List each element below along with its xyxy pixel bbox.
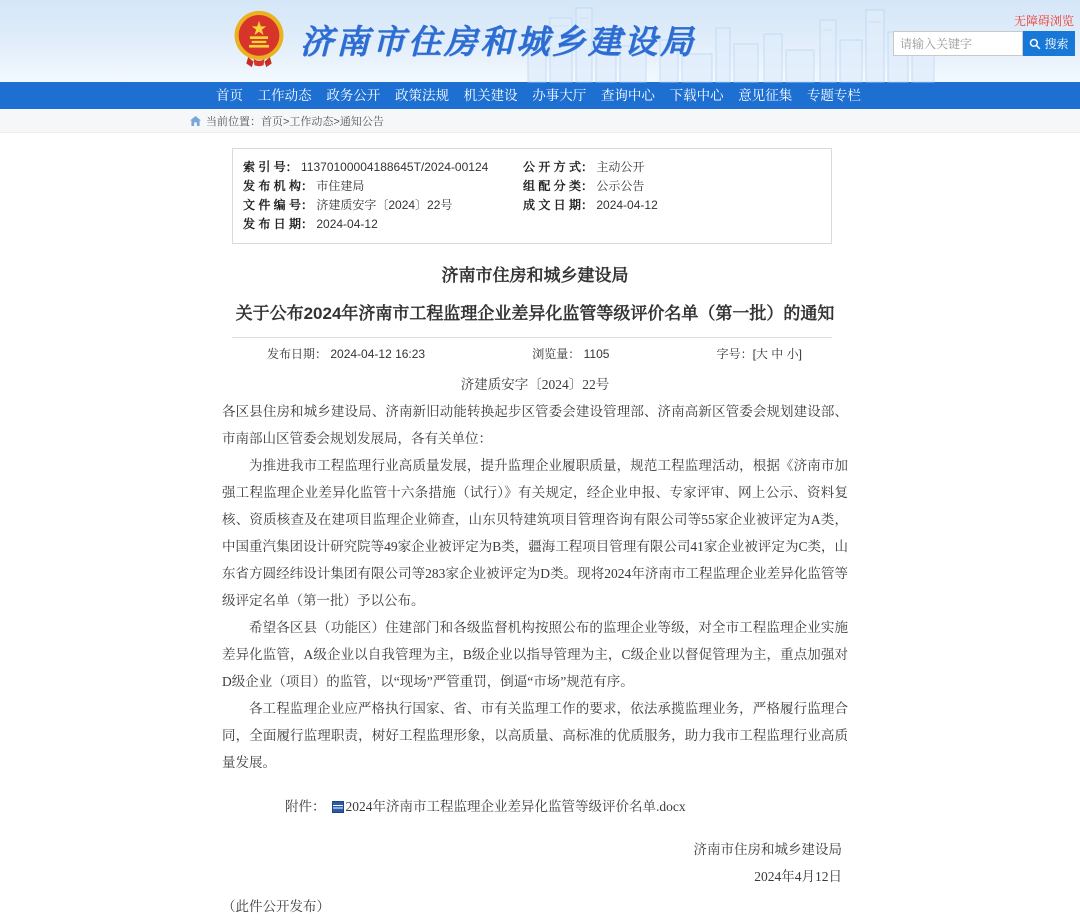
paragraph-3: 各工程监理企业应严格执行国家、省、市有关监理工作的要求，依法承揽监理业务，严格履行监理合同，全面履行监理职责，树好工程监理形象，以高质量、高标准的优质服务，助力我市工程监理行业高质量发展。 [222,701,848,770]
docnum-label: 文 件 编 号： [243,198,314,212]
article-meta-row [232,337,832,362]
meta-row-pubdate [243,215,523,234]
views-count [532,345,609,362]
nav-item-service-hall[interactable]: 办事大厅 [532,88,587,103]
fontsize-large[interactable]: 大 [755,347,768,361]
date-label: 成 文 日 期： [523,198,594,212]
bracket-open: [ [752,347,756,361]
attachment-row [222,793,848,820]
publish-date [267,345,425,362]
pubdate-value: 2024-04-12 [316,217,378,231]
meta-row-docnum [243,196,523,215]
method-value: 主动公开 [596,160,645,174]
national-emblem-icon [230,9,288,69]
meta-row-method [523,158,823,177]
views-label: 浏览量： [532,347,581,361]
search-button-label: 搜索 [1044,37,1069,51]
attachment-link[interactable]: 2024年济南市工程监理企业差异化监管等级评价名单.docx [345,799,686,814]
signature-block [222,836,848,890]
nav-item-agency-building[interactable]: 机关建设 [463,88,518,103]
pubdate-label: 发 布 日 期： [243,217,314,231]
footer-note: （此件公开发布） [222,899,330,914]
agency-value: 市住建局 [316,179,365,193]
search-button[interactable] [1023,31,1075,56]
fontsize-small[interactable]: 小 [786,347,799,361]
doc-icon [332,801,344,813]
accessibility-link[interactable]: 无障碍浏览 [1013,14,1074,28]
signature-org: 济南市住房和城乡建设局 [693,842,842,857]
fontsize-medium[interactable]: 中 [771,347,784,361]
nav-item-gov-disclosure[interactable]: 政务公开 [326,88,381,103]
article [222,261,848,920]
docnum-value: 济建质安字〔2024〕22号 [316,198,453,212]
category-value: 公示公告 [596,179,645,193]
attachment-label: 附件： [285,799,326,814]
breadcrumb-path[interactable]: 首页>工作动态>通知公告 [261,115,384,128]
index-value: 11370100004188645T/2024-00124 [301,160,489,174]
index-label: 索 引 号： [243,160,298,174]
paragraph-salutation: 各区县住房和城乡建设局、济南新旧动能转换起步区管委会建设管理部、济南高新区管委会规划建设部、市南部山区管委会规划发展局，各有关单位： [222,404,848,446]
nav-item-download-center[interactable]: 下载中心 [669,88,724,103]
meta-row-category [523,177,823,196]
breadcrumb-prefix: 当前位置： [206,115,261,128]
home-icon [190,116,201,126]
search-area [893,31,1075,56]
article-org-title: 济南市住房和城乡建设局 [441,266,629,285]
nav-item-feedback[interactable]: 意见征集 [738,88,793,103]
nav-item-special-topics[interactable]: 专题专栏 [806,88,861,103]
site-banner [0,0,1080,82]
doc-number: 济建质安字〔2024〕22号 [460,377,610,392]
document-meta-table [232,148,832,244]
fontsize-control [717,345,802,362]
search-input[interactable] [893,31,1023,56]
signature-date: 2024年4月12日 [754,869,842,884]
site-logo-link[interactable] [230,9,696,69]
nav-item-work-updates[interactable]: 工作动态 [257,88,312,103]
bracket-close: ] [798,347,802,361]
meta-row-agency [243,177,523,196]
fontsize-label: 字号： [716,347,753,361]
meta-row-index [243,158,523,177]
category-label: 组 配 分 类： [523,179,594,193]
date-value: 2024-04-12 [596,198,658,212]
nav-item-policies[interactable]: 政策法规 [394,88,449,103]
publish-date-label: 发布日期： [267,347,328,361]
breadcrumb [0,109,1080,133]
article-body [222,371,848,920]
site-title: 济南市住房和城乡建设局 [300,24,696,61]
publish-date-value: 2024-04-12 16:23 [330,347,426,361]
paragraph-1: 为推进我市工程监理行业高质量发展，提升监理企业履职质量，规范工程监理活动，根据《济南市加强工程监理企业差异化监管十六条措施（试行）》有关规定，经企业申报、专家评审、网上公示、资料复核、资质核查及在建项目监理企业筛查，山东贝特建筑项目管理咨询有限公司等55家企业被评定为A类，中国重汽集团设计研究院等49家企业被评定为B类，疆海工程项目管理有限公司41家企业被评定为C类，山东省方圆经纬设计集团有限公司等283家企业被评定为D类。现将2024年济南市工程监理企业差异化监管等级评定名单（第一批）予以公布。 [222,458,848,608]
method-label: 公 开 方 式： [523,160,594,174]
nav-item-home[interactable]: 首页 [216,88,243,103]
agency-label: 发 布 机 构： [243,179,314,193]
article-title: 关于公布2024年济南市工程监理企业差异化监管等级评价名单（第一批）的通知 [235,304,835,323]
views-value: 1105 [583,347,610,361]
nav-item-query-center[interactable]: 查询中心 [600,88,655,103]
search-icon [1029,38,1041,50]
paragraph-2: 希望各区县（功能区）住建部门和各级监督机构按照公布的监理企业等级，对全市工程监理企业实施差异化监管，A级企业以自我管理为主，B级企业以指导管理为主，C级企业以督促管理为主，重点加强对D级企业（项目）的监管，以“现场”严管重罚，倒逼“市场”规范有序。 [222,620,848,689]
meta-row-date [523,196,823,215]
main-nav [0,82,1080,109]
